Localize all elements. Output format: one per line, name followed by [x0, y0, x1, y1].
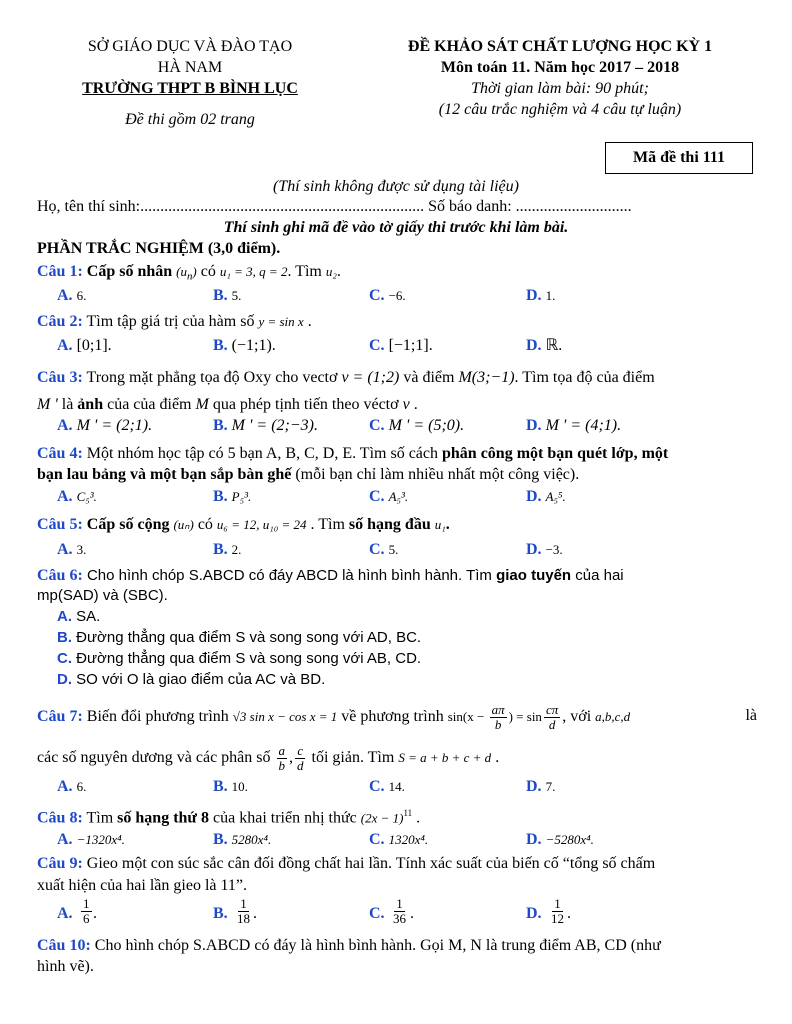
option-d[interactable]: $\frac{1}{12}$: [551, 896, 564, 926]
option-d[interactable]: M ' = (4;1).: [545, 417, 622, 434]
option-a[interactable]: 3.: [76, 542, 87, 557]
option-d[interactable]: −3.: [545, 542, 563, 557]
option-d[interactable]: −5280x⁴.: [545, 832, 594, 847]
exam-code-box: [605, 142, 753, 174]
school-name: TRƯỜNG THPT B BÌNH LỤC: [82, 80, 298, 97]
name-line: Họ, tên thí sinh:....................................................................... Số báo danh: .............................: [37, 198, 632, 215]
question-4: Câu 4: Một nhóm học tập có 5 bạn A, B, C, D, E. Tìm số cách phân công một bạn quét lớp, một: [37, 445, 669, 462]
dept-name: SỞ GIÁO DỤC VÀ ĐÀO TẠO: [87, 38, 293, 55]
option-b[interactable]: M ' = (2;−3).: [231, 417, 318, 434]
question-8: Câu 8: Tìm số hạng thứ 8 của khai triển nhị thức $(2x - 1)^{11}$ .: [37, 808, 421, 827]
question-label: Câu 1:: [37, 263, 83, 280]
options-9: A. $\frac{1}{6}$ . B. $\frac{1}{18}$ . C. $\frac{1}{36}$ . D. $\frac{1}{12}$ .: [57, 896, 571, 926]
header-right: [360, 36, 760, 120]
option-b[interactable]: (−1;1).: [231, 337, 276, 354]
option-d[interactable]: 7.: [545, 779, 556, 794]
question-10: Câu 10: Cho hình chóp S.ABCD có đáy là hình bình hành. Gọi M, N là trung điểm AB, CD (như: [37, 937, 661, 954]
question-4-line2: bạn lau bảng và một bạn sắp bàn ghế (mỗi bạn chỉ làm nhiều nhất một công việc).: [37, 466, 580, 483]
option-b[interactable]: 10.: [231, 779, 248, 794]
option-c[interactable]: A₅³.: [388, 489, 409, 504]
option-c[interactable]: 14.: [388, 779, 405, 794]
question-9: Câu 9: Gieo một con súc sắc cân đối đồng chất hai lần. Tính xác suất của biến cố “tổng số chấm: [37, 855, 656, 872]
option-b[interactable]: Đường thẳng qua điểm S và song song với AD, BC.: [76, 629, 422, 646]
option-d[interactable]: 1.: [545, 288, 556, 303]
exam-code: Mã đề thi 111: [632, 149, 725, 166]
option-b[interactable]: 5280x⁴.: [231, 832, 272, 847]
option-c[interactable]: Đường thẳng qua điểm S và song song với AB, CD.: [76, 650, 422, 667]
write-code-note: Thí sinh ghi mã đề vào tờ giấy thi trước khi làm bài.: [223, 219, 569, 236]
question-6-line2: mp(SAD) và (SBC).: [37, 587, 168, 604]
province-name: HÀ NAM: [157, 59, 223, 76]
option-c[interactable]: 1320x⁴.: [388, 832, 429, 847]
question-10-line2: hình vẽ).: [37, 958, 94, 975]
question-2: Câu 2: Tìm tập giá trị của hàm số y = sin x .: [37, 313, 312, 330]
option-a[interactable]: 6.: [76, 288, 87, 303]
option-a[interactable]: M ' = (2;1).: [76, 417, 153, 434]
option-c[interactable]: 5.: [388, 542, 399, 557]
question-1: Câu 1: Cấp số nhân $(u_n)$ có u₁ = 3, q = 2. Tìm u₂.: [37, 263, 341, 283]
exam-time: Thời gian làm bài: 90 phút;: [471, 80, 649, 97]
question-5: Câu 5: Cấp số cộng (uₙ) có u₆ = 12, u₁₀ = 24 . Tìm số hạng đầu u₁.: [37, 516, 450, 533]
option-a[interactable]: −1320x⁴.: [76, 832, 125, 847]
question-3-line2: M ' là ảnh của của điểm M qua phép tịnh tiến theo véctơ v .: [37, 396, 418, 413]
question-3: Câu 3: Trong mặt phẳng tọa độ Oxy cho vectơ v = (1;2) và điểm M(3;−1). Tìm tọa độ của điểm: [37, 369, 655, 386]
exam-structure: (12 câu trắc nghiệm và 4 câu tự luận): [438, 101, 682, 118]
option-a[interactable]: $\frac{1}{6}$: [83, 896, 90, 926]
option-b[interactable]: 5.: [231, 288, 242, 303]
option-b[interactable]: 2.: [231, 542, 242, 557]
option-b[interactable]: P₅³.: [231, 489, 252, 504]
option-a[interactable]: [0;1].: [76, 337, 112, 354]
option-a-row: A. SA.: [57, 608, 101, 625]
option-d[interactable]: ℝ.: [545, 337, 563, 354]
exam-title: ĐỀ KHẢO SÁT CHẤT LƯỢNG HỌC KỲ 1: [407, 38, 713, 55]
option-c[interactable]: −6.: [388, 288, 406, 303]
option-c-row: C. Đường thẳng qua điểm S và song song với AB, CD.: [57, 650, 422, 667]
option-a[interactable]: 6.: [76, 779, 87, 794]
section-title: PHẦN TRẮC NGHIỆM (3,0 điểm).: [37, 240, 281, 257]
question-6: Câu 6: Cho hình chóp S.ABCD có đáy ABCD là hình bình hành. Tìm giao tuyến của hai: [37, 567, 624, 584]
question-7: Câu 7: Biến đổi phương trình √3 sin x − cos x = 1 về phương trình sin(x − $\frac{a\pi}{b}$ ) = sin $\frac{c\pi}{d}$ , với a,b,c,d là: [37, 702, 757, 732]
option-b-row: B. Đường thẳng qua điểm S và song song với AD, BC.: [57, 629, 422, 646]
option-a[interactable]: SA.: [76, 608, 101, 625]
option-d[interactable]: SO với O là giao điểm của AC và BD.: [76, 671, 326, 688]
option-c[interactable]: $\frac{1}{36}$: [393, 896, 406, 926]
header-left: [40, 36, 340, 130]
option-d-row: D. SO với O là giao điểm của AC và BD.: [57, 671, 326, 688]
no-docs-note: (Thí sinh không được sử dụng tài liệu): [273, 178, 519, 195]
option-c[interactable]: M ' = (5;0).: [388, 417, 465, 434]
option-d[interactable]: A₅⁵.: [545, 489, 566, 504]
option-b[interactable]: $\frac{1}{18}$: [237, 896, 250, 926]
option-c[interactable]: [−1;1].: [388, 337, 433, 354]
question-9-line2: xuất hiện của hai lần gieo là 11”.: [37, 877, 247, 894]
question-7-line2: các số nguyên dương và các phân số $\frac{a}{b}$ , $\frac{c}{d}$ tối giản. Tìm S = a + b + c + d .: [37, 743, 500, 773]
exam-subject: Môn toán 11. Năm học 2017 – 2018: [440, 59, 680, 76]
pages-note: Đề thi gồm 02 trang: [125, 111, 255, 128]
option-a[interactable]: C₅³.: [76, 489, 97, 504]
